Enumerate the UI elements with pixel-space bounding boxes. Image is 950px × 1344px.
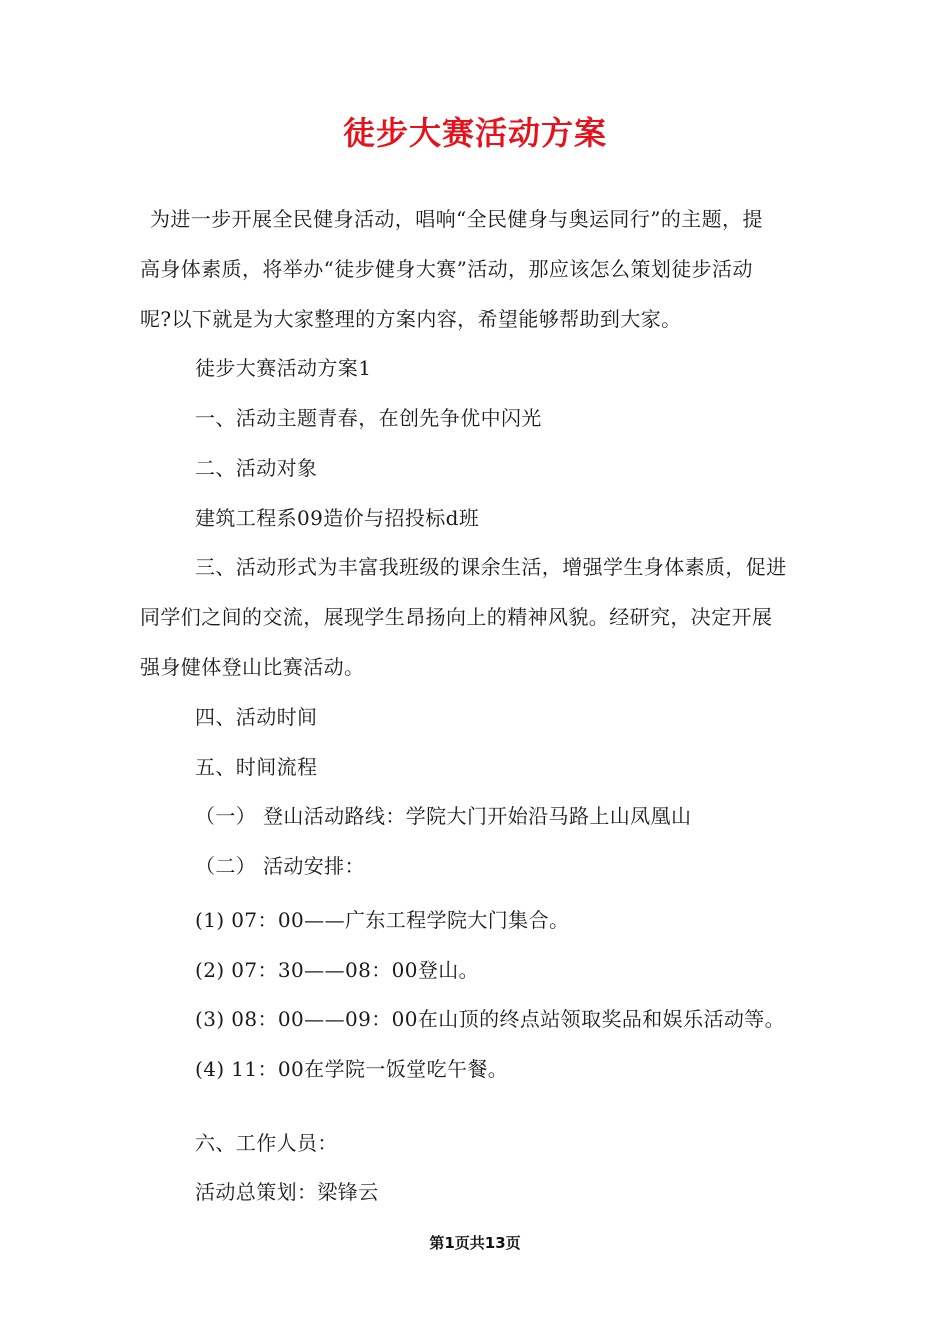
route-line: （一） 登山活动路线：学院大门开始沿马路上山凤凰山 <box>195 804 692 828</box>
item-staff: 六、工作人员： <box>195 1131 338 1155</box>
item-target: 二、活动对象 <box>195 456 318 480</box>
planner-line: 活动总策划：梁锋云 <box>195 1180 379 1204</box>
intro-line-1: 为进一步开展全民健身活动，唱响“全民健身与奥运同行”的主题，提 <box>150 207 763 231</box>
document-title: 徒步大赛活动方案 <box>342 114 607 152</box>
item-form-line-3: 强身健体登山比赛活动。 <box>140 655 365 679</box>
item-target-detail: 建筑工程系09造价与招投标d班 <box>195 506 480 530</box>
intro-line-3: 呢?以下就是为大家整理的方案内容，希望能够帮助到大家。 <box>140 307 682 331</box>
page-number: 第1页共13页 <box>429 1234 521 1252</box>
item-form-line-1: 三、活动形式为丰富我班级的课余生活，增强学生身体素质，促进 <box>195 555 787 579</box>
intro-line-2: 高身体素质，将举办“徒步健身大赛”活动，那应该怎么策划徒步活动 <box>140 257 753 281</box>
schedule-item: (2) 07：30——08：00登山。 <box>195 958 480 982</box>
schedule-item: (3) 08：00——09：00在山顶的终点站领取奖品和娱乐活动等。 <box>195 1007 786 1031</box>
arrangement-line: （二） 活动安排： <box>195 854 365 878</box>
schedule-item: (1) 07：00——广东工程学院大门集合。 <box>195 908 570 932</box>
item-flow: 五、时间流程 <box>195 755 318 779</box>
item-form-line-2: 同学们之间的交流，展现学生昂扬向上的精神风貌。经研究，决定开展 <box>140 605 773 629</box>
section-title: 徒步大赛活动方案1 <box>195 356 372 380</box>
schedule-item: (4) 11：00在学院一饭堂吃午餐。 <box>195 1057 509 1081</box>
item-time: 四、活动时间 <box>195 705 318 729</box>
item-theme: 一、活动主题青春，在创先争优中闪光 <box>195 406 542 430</box>
